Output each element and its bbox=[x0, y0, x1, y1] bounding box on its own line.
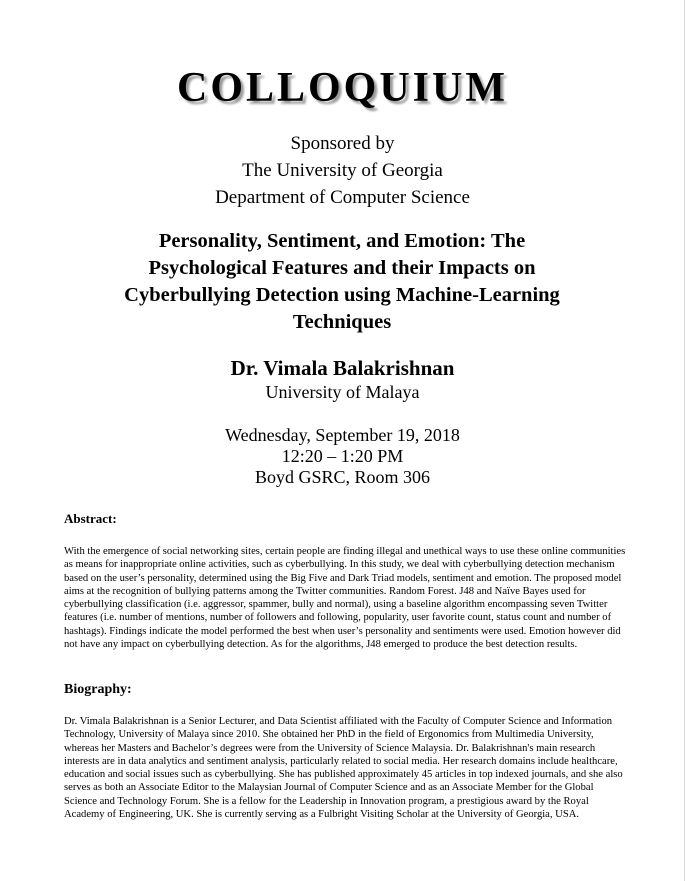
speaker-affiliation: University of Malaya bbox=[265, 382, 420, 402]
sponsor-block bbox=[0, 130, 685, 211]
event-date: Wednesday, September 19, 2018 bbox=[225, 425, 460, 445]
biography-label: Biography: bbox=[64, 682, 132, 697]
biography-text: Dr. Vimala Balakrishnan is a Senior Lecturer, and Data Scientist affiliated with the Faculty of Computer Science and Information Technology, University of Malaya since 2010. She obtained her PhD in the field of Ergonomics from Multimedia University, whereas her Masters and Bachelor’s degrees were from the University of Science Malaysia. Dr. Balakrishnan's main research interests are in data analytics and sentiment analysis, particularly related to social media. Her research domains include healthcare, education and social issues such as cyberbullying. She has published approximately 45 articles in top indexed journals, and she also serves as both an Associate Editor to the Malaysian Journal of Computer Science and as an Associate Member for the Global Science and Technology Forum. She is a fellow for the Leadership in Innovation program, a prestigious award by the Royal Academy of Engineering, UK. She is currently serving as a Fulbright Visiting Scholar at the University of Georgia, USA. bbox=[64, 716, 623, 821]
sponsor-line-2: The University of Georgia bbox=[242, 160, 443, 181]
event-location: Boyd GSRC, Room 306 bbox=[254, 467, 431, 487]
abstract-label: Abstract: bbox=[64, 511, 117, 526]
sponsor-line-1: Sponsored by bbox=[290, 133, 395, 154]
event-details bbox=[0, 425, 685, 488]
talk-title: Personality, Sentiment, and Emotion: The Psychological Features and their Impacts on Cyberbullying Detection using Machine-Learning Techniques bbox=[124, 230, 560, 333]
sponsor-line-3: Department of Computer Science bbox=[215, 187, 470, 208]
abstract-text: With the emergence of social networking sites, certain people are finding illegal and unethical ways to use these online communities as means for inappropriate online activities, such as cyberbullying. In this study, we deal with cyberbullying detection mechanism based on the user’s personality, determined using the Big Five and Dark Triad models, sentiment and emotion. The proposed model aims at the recognition of bullying patterns among the Twitter communities. Random Forest. J48 and Naïve Bayes used for cyberbullying classification (i.e. aggressor, spammer, bully and normal), using a baseline algorithm encompassing seven Twitter features (i.e. number of mentions, number of followers and following, popularity, user favorite count, status count and number of hashtags). Findings indicate the model performed the best when user’s personality and sentiments were used. Emotion however did not have any impact on cyberbullying detection. As for the algorithms, J48 emerged to produce the best detection results. bbox=[64, 546, 626, 651]
speaker-name: Dr. Vimala Balakrishnan bbox=[230, 356, 455, 380]
colloquium-heading: COLLOQUIUM bbox=[176, 65, 508, 111]
event-time: 12:20 – 1:20 PM bbox=[281, 446, 404, 466]
